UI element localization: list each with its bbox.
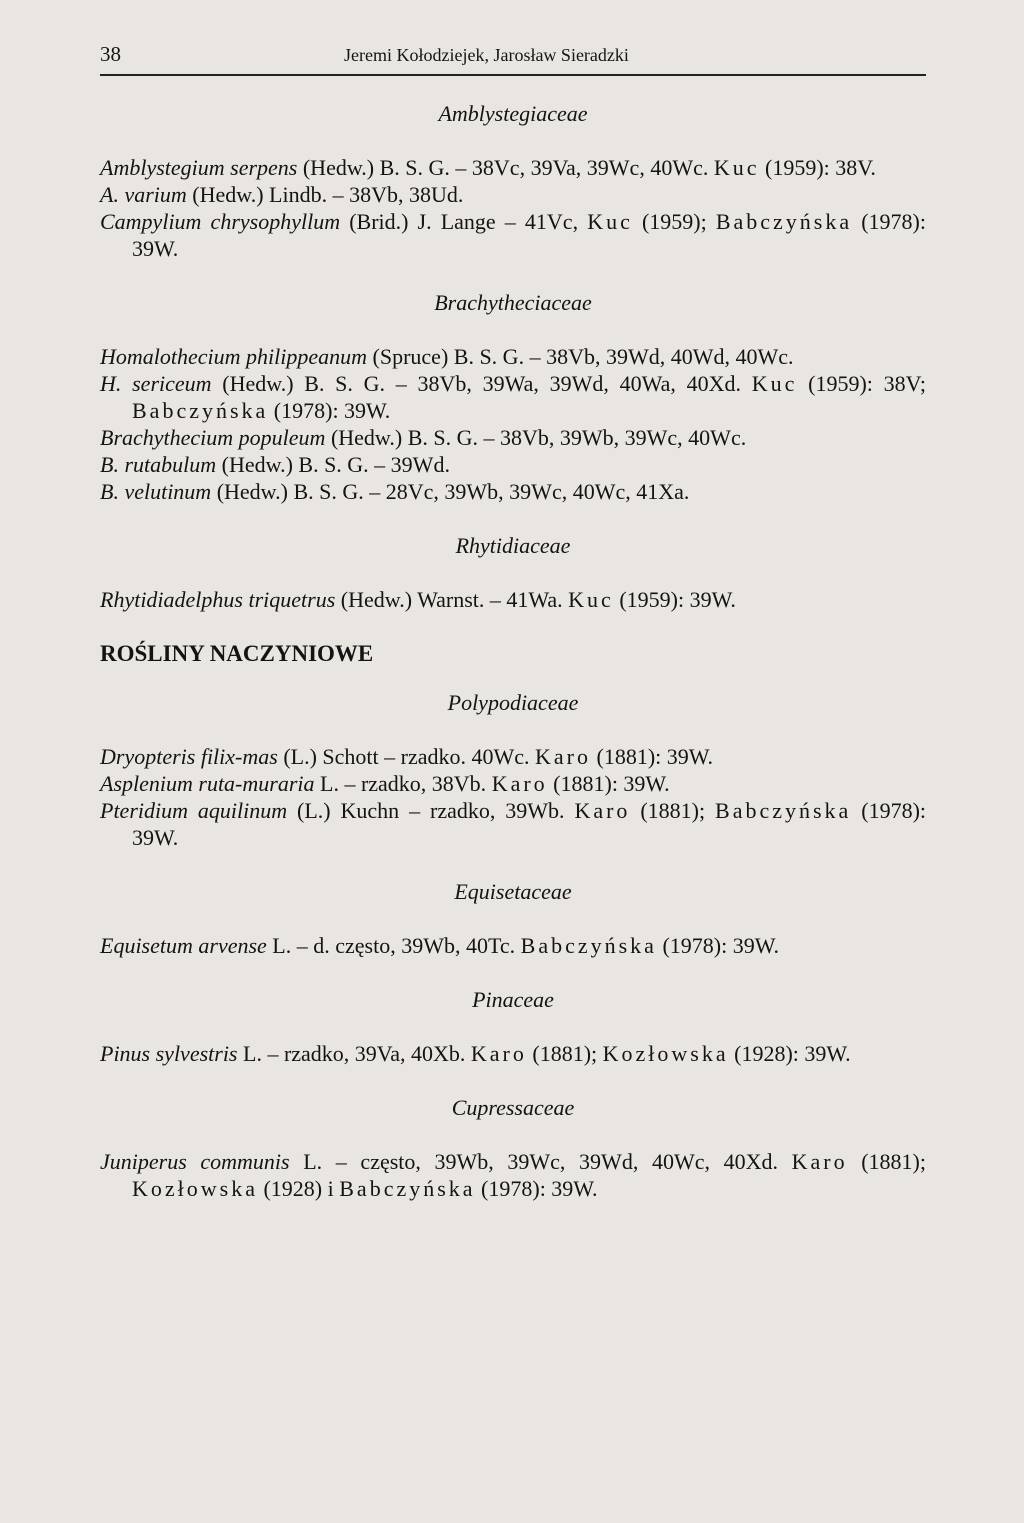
family-heading-rhytidiaceae: Rhytidiaceae: [455, 533, 571, 558]
species-entry: [100, 932, 926, 959]
entry-text: L. – często, 39Wb, 39Wc, 39Wd, 40Wc, 40Xd.: [289, 1149, 792, 1174]
citation-author: Kuc: [568, 587, 614, 612]
entry-text: L. – rzadko, 38Vb.: [314, 771, 492, 796]
entry-text: (1978): 39W.: [475, 1176, 598, 1201]
page-number: 38: [100, 42, 121, 66]
species-entry: [100, 1148, 926, 1202]
citation-author: Kuc: [751, 371, 798, 396]
entry-text: (1928): 39W.: [728, 1041, 851, 1066]
family-heading-polypodiaceae: Polypodiaceae: [447, 690, 579, 715]
species-name: Juniperus communis: [100, 1149, 290, 1174]
species-name: B. rutabulum: [100, 452, 217, 477]
entry-text: (1959): 39W.: [613, 587, 736, 612]
entry-text: (1928) i: [257, 1176, 340, 1201]
species-name: Amblystegium serpens: [100, 155, 298, 180]
entry-text: (1978): 39W.: [268, 398, 391, 423]
citation-author: Karo: [491, 771, 548, 796]
entry-text: (Hedw.) B. S. G. – 38Vb, 39Wb, 39Wc, 40Wc.: [325, 425, 747, 450]
citation-author: Babczyńska: [715, 798, 852, 823]
species-entry: [100, 451, 926, 478]
entry-text: (1881);: [526, 1041, 603, 1066]
entry-text: (1978): 39W.: [656, 933, 779, 958]
citation-author: Babczyńska: [520, 933, 657, 958]
section-title-vascular-plants: ROŚLINY NACZYNIOWE: [100, 641, 374, 666]
citation-author: Babczyńska: [339, 1176, 476, 1201]
entry-text: (Hedw.) B. S. G. – 38Vc, 39Va, 39Wc, 40Wc.: [297, 155, 714, 180]
species-name: Campylium chrysophyllum: [100, 209, 341, 234]
entry-text: (1881): 39W.: [547, 771, 670, 796]
citation-author: Karo: [470, 1041, 527, 1066]
citation-author: Kuc: [713, 155, 760, 180]
page-content: [100, 100, 926, 1202]
family-heading-pinaceae: Pinaceae: [472, 987, 554, 1012]
species-entry: [100, 1040, 926, 1067]
species-entry: [100, 181, 926, 208]
entry-text: (1978): 39W.: [132, 209, 926, 261]
species-name: Homalothecium philippeanum: [100, 344, 368, 369]
citation-author: Karo: [574, 798, 631, 823]
species-entry: [100, 424, 926, 451]
page-header: [100, 40, 926, 76]
citation-author: Kozłowska: [132, 1176, 258, 1201]
entry-text: (Brid.) J. Lange – 41Vc,: [340, 209, 588, 234]
species-entry: [100, 586, 926, 613]
entry-text: (Spruce) B. S. G. – 38Vb, 39Wd, 40Wd, 40Wc.: [367, 344, 794, 369]
family-heading-cupressaceae: Cupressaceae: [451, 1095, 575, 1120]
species-name: Equisetum arvense: [100, 933, 267, 958]
species-name: A. varium: [100, 182, 187, 207]
running-head: Jeremi Kołodziejek, Jarosław Sieradzki: [344, 45, 629, 65]
species-entry: [100, 797, 926, 851]
family-heading-amblystegiaceae: Amblystegiaceae: [438, 101, 588, 126]
entry-text: (Hedw.) B. S. G. – 39Wd.: [216, 452, 450, 477]
entry-text: (Hedw.) B. S. G. – 28Vc, 39Wb, 39Wc, 40Wc, 41Xa.: [211, 479, 690, 504]
species-entry: [100, 370, 926, 424]
species-entry: [100, 343, 926, 370]
citation-author: Babczyńska: [715, 209, 853, 234]
species-entry: [100, 208, 926, 262]
entry-text: L. – rzadko, 39Va, 40Xb.: [237, 1041, 471, 1066]
entry-text: (1959);: [632, 209, 716, 234]
citation-author: Babczyńska: [132, 398, 269, 423]
entry-text: L. – d. często, 39Wb, 40Tc.: [266, 933, 521, 958]
species-name: Brachythecium populeum: [100, 425, 326, 450]
family-heading-equisetaceae: Equisetaceae: [454, 879, 572, 904]
entry-text: (L.) Schott – rzadko. 40Wc.: [277, 744, 536, 769]
entry-text: (L.) Kuchn – rzadko, 39Wb.: [287, 798, 575, 823]
entry-text: (1959): 38V;: [797, 371, 927, 396]
species-entry: [100, 478, 926, 505]
species-entry: [100, 770, 926, 797]
citation-author: Karo: [791, 1149, 848, 1174]
species-entry: [100, 154, 926, 181]
species-name: Pinus sylvestris: [100, 1041, 238, 1066]
entry-text: (1881);: [630, 798, 716, 823]
species-entry: [100, 743, 926, 770]
species-name: B. velutinum: [100, 479, 212, 504]
family-heading-brachytheciaceae: Brachytheciaceae: [434, 290, 592, 315]
entry-text: (1978): 39W.: [132, 798, 927, 850]
entry-text: (Hedw.) Warnst. – 41Wa.: [335, 587, 569, 612]
entry-text: (1881);: [847, 1149, 926, 1174]
species-name: Dryopteris filix-mas: [100, 744, 278, 769]
citation-author: Karo: [535, 744, 592, 769]
entry-text: (1959): 38V.: [759, 155, 876, 180]
citation-author: Kozłowska: [602, 1041, 729, 1066]
entry-text: (Hedw.) Lindb. – 38Vb, 38Ud.: [186, 182, 464, 207]
species-name: Asplenium ruta-muraria: [100, 771, 315, 796]
species-name: H. sericeum: [100, 371, 212, 396]
species-name: Rhytidiadelphus triquetrus: [100, 587, 336, 612]
citation-author: Kuc: [587, 209, 633, 234]
entry-text: (1881): 39W.: [591, 744, 714, 769]
species-name: Pteridium aquilinum: [100, 798, 288, 823]
entry-text: (Hedw.) B. S. G. – 38Vb, 39Wa, 39Wd, 40Wa, 40Xd.: [211, 371, 752, 396]
